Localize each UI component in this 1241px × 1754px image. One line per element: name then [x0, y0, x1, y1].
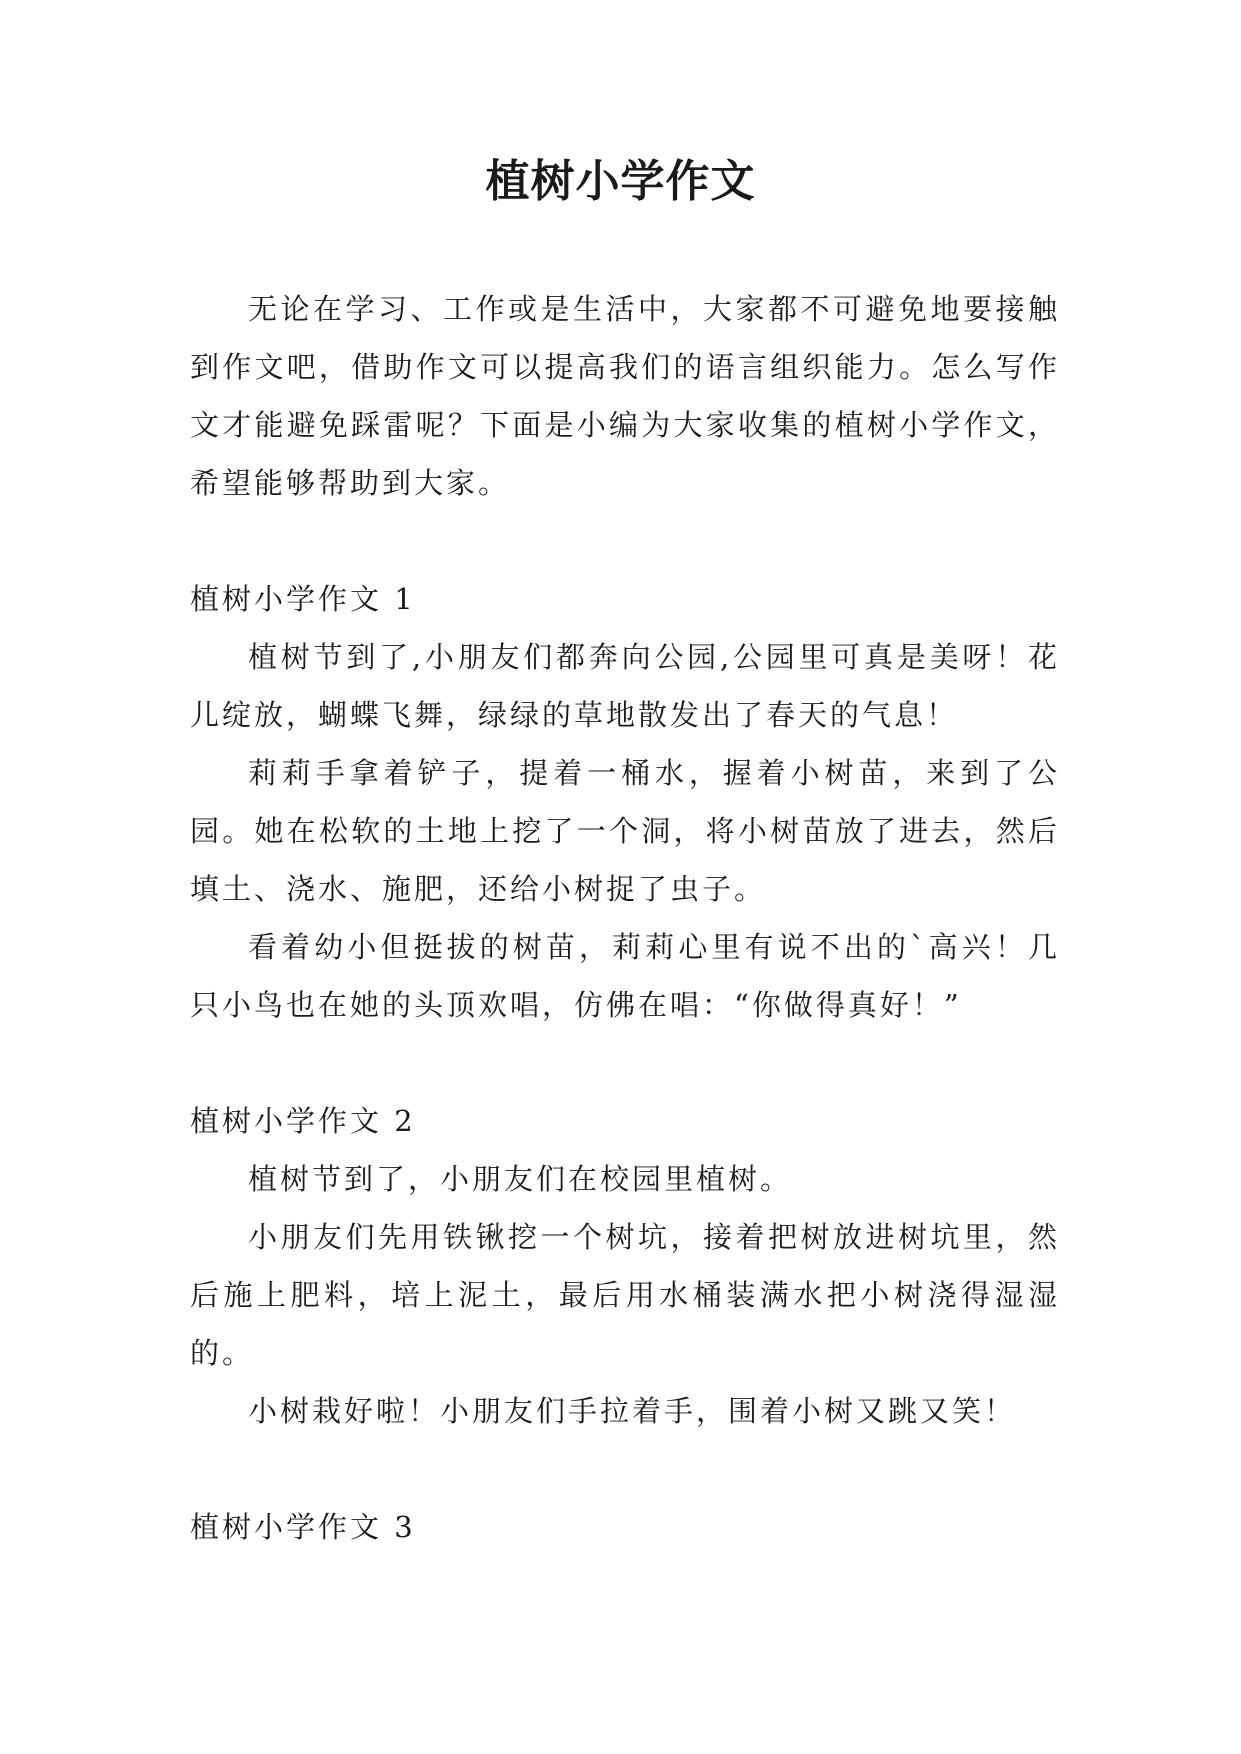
section-paragraph: 植树节到了，小朋友们在校园里植树。	[248, 1162, 793, 1196]
section-1	[190, 570, 1060, 1034]
section-2	[190, 1092, 1060, 1440]
section-heading: 植树小学作文 1	[190, 582, 416, 616]
section-paragraph: 看着幼小但挺拔的树苗，莉莉心里有说不出的`高兴！几只小鸟也在她的头顶欢唱，仿佛在唱：“你做得真好！”	[190, 930, 1060, 1022]
section-heading: 植树小学作文 3	[190, 1510, 416, 1544]
document-body	[190, 280, 1060, 1556]
section-3	[190, 1498, 1060, 1556]
section-heading: 植树小学作文 2	[190, 1104, 416, 1138]
spacer	[190, 1034, 1060, 1092]
section-paragraph: 莉莉手拿着铲子，提着一桶水，握着小树苗，来到了公园。她在松软的土地上挖了一个洞，将小树苗放了进去，然后填土、浇水、施肥，还给小树捉了虫子。	[190, 756, 1060, 906]
spacer	[190, 1440, 1060, 1498]
spacer	[190, 512, 1060, 570]
section-paragraph: 小树栽好啦！小朋友们手拉着手，围着小树又跳又笑！	[248, 1394, 1017, 1428]
intro-paragraph: 无论在学习、工作或是生活中，大家都不可避免地要接触到作文吧，借助作文可以提高我们的语言组织能力。怎么写作文才能避免踩雷呢？下面是小编为大家收集的植树小学作文，希望能够帮助到大家。	[190, 292, 1060, 500]
section-paragraph: 小朋友们先用铁锹挖一个树坑，接着把树放进树坑里，然后施上肥料，培上泥土，最后用水桶装满水把小树浇得湿湿的。	[190, 1220, 1060, 1370]
section-paragraph: 植树节到了,小朋友们都奔向公园,公园里可真是美呀！花儿绽放，蝴蝶飞舞，绿绿的草地散发出了春天的气息！	[190, 640, 1060, 732]
document-title: 植树小学作文	[485, 156, 756, 207]
